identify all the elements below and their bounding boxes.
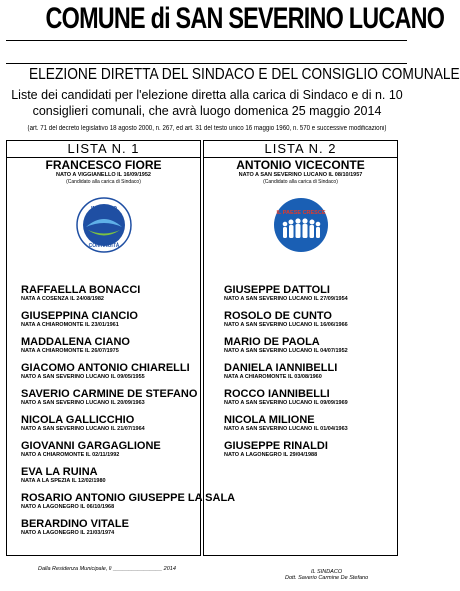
list-1-label: LISTA N. 1 — [7, 141, 200, 158]
list-2-mayor-born: NATO A SAN SEVERINO LUCANO IL 08/10/1957 — [238, 172, 363, 178]
divider — [6, 40, 407, 41]
list-2-members — [224, 284, 400, 466]
intro-line-2: consiglieri comunali, che avrà luogo domenica 25 maggio 2014 — [32, 104, 382, 118]
list-1-mayor-born: NATO A VIGGIANELLO IL 16/09/1952 — [56, 172, 151, 178]
logo-1-bottom-text: CONTINUITÀ — [88, 243, 120, 249]
list-item: ROSARIO ANTONIO GIUSEPPE LA SALA NATO A LAGONEGRO IL 06/10/1968 — [21, 492, 236, 510]
list-item: NICOLA MILIONE NATO A SAN SEVERINO LUCANO IL 01/04/1963 — [224, 414, 348, 432]
footer-signature — [285, 569, 368, 581]
list-item: SAVERIO CARMINE DE STEFANO NATO A SAN SEVERINO LUCANO IL 20/09/1963 — [21, 388, 198, 406]
list-item: GIUSEPPE DATTOLI NATO A SAN SEVERINO LUCANO IL 27/09/1954 — [224, 284, 348, 302]
list-1-column — [6, 140, 236, 556]
list-item: NICOLA GALLICCHIO NATO A SAN SEVERINO LUCANO IL 21/07/1964 — [21, 414, 145, 432]
list-item: RAFFAELLA BONACCI NATA A COSENZA IL 24/08/1982 — [21, 284, 141, 302]
intro-line-1: Liste dei candidati per l'elezione diretta alla carica di Sindaco e di n. 10 — [11, 88, 403, 102]
page-title: COMUNE di SAN SEVERINO LUCANO — [45, 2, 445, 35]
list-item: GIACOMO ANTONIO CHIARELLI NATO A SAN SEVERINO LUCANO IL 09/05/1955 — [21, 362, 190, 380]
list-2-mayor-candidate: ANTONIO VICECONTE — [236, 158, 365, 172]
list-item: MARIO DE PAOLA NATO A SAN SEVERINO LUCANO IL 04/07/1952 — [224, 336, 348, 354]
legal-reference: (art. 71 del decreto legislativo 18 agosto 2000, n. 267, ed art. 31 del testo unico 16 maggio 1960, n. 570 e successive modificazioni) — [27, 125, 387, 132]
list-2-column — [203, 140, 398, 556]
list-item: MADDALENA CIANO NATA A CHIAROMONTE IL 26/07/1975 — [21, 336, 130, 354]
mayor-title: IL SINDACO — [311, 569, 343, 575]
logo-1-top-text: IMPEGNO — [91, 206, 117, 212]
list-item: DANIELA IANNIBELLI NATA A CHIAROMONTE IL 03/08/1960 — [224, 362, 338, 380]
list-item: BERARDINO VITALE NATO A LAGONEGRO IL 21/03/1974 — [21, 518, 129, 536]
list-item: ROCCO IANNIBELLI NATO A SAN SEVERINO LUCANO IL 09/09/1969 — [224, 388, 348, 406]
list-2-mayor-note: (Candidato alla carica di Sindaco) — [263, 179, 338, 185]
footer-date-line: Dalla Residenza Municipale, lì ________________ 2014 — [38, 566, 176, 572]
list-1-mayor-note: (Candidato alla carica di Sindaco) — [66, 179, 141, 185]
list-item: EVA LA RUINA NATA A LA SPEZIA IL 12/02/1980 — [21, 466, 106, 484]
divider — [6, 63, 407, 64]
intro-text — [0, 87, 414, 119]
list-1-logo — [76, 197, 132, 253]
list-2-logo — [273, 197, 329, 253]
list-1-mayor-candidate: FRANCESCO FIORE — [45, 158, 162, 172]
list-1-members — [21, 284, 236, 544]
list-2-label: LISTA N. 2 — [204, 141, 397, 158]
logo-2-text: IL PAESE CRESCE — [276, 210, 326, 216]
list-item: GIUSEPPINA CIANCIO NATA A CHIAROMONTE IL 23/01/1961 — [21, 310, 138, 328]
list-item: ROSOLO DE CUNTO NATO A SAN SEVERINO LUCANO IL 16/06/1966 — [224, 310, 348, 328]
impegno-continuita-logo-icon — [76, 197, 132, 253]
list-item: GIOVANNI GARGAGLIONE NATO A CHIAROMONTE IL 02/11/1992 — [21, 440, 161, 458]
list-item: GIUSEPPE RINALDI NATO A LAGONEGRO IL 29/04/1988 — [224, 440, 328, 458]
election-subtitle: ELEZIONE DIRETTA DEL SINDACO E DEL CONSIGLIO COMUNALE — [28, 66, 460, 83]
il-paese-cresce-logo-icon — [273, 197, 329, 253]
mayor-name: Dott. Saverio Carmine De Stefano — [285, 575, 369, 581]
